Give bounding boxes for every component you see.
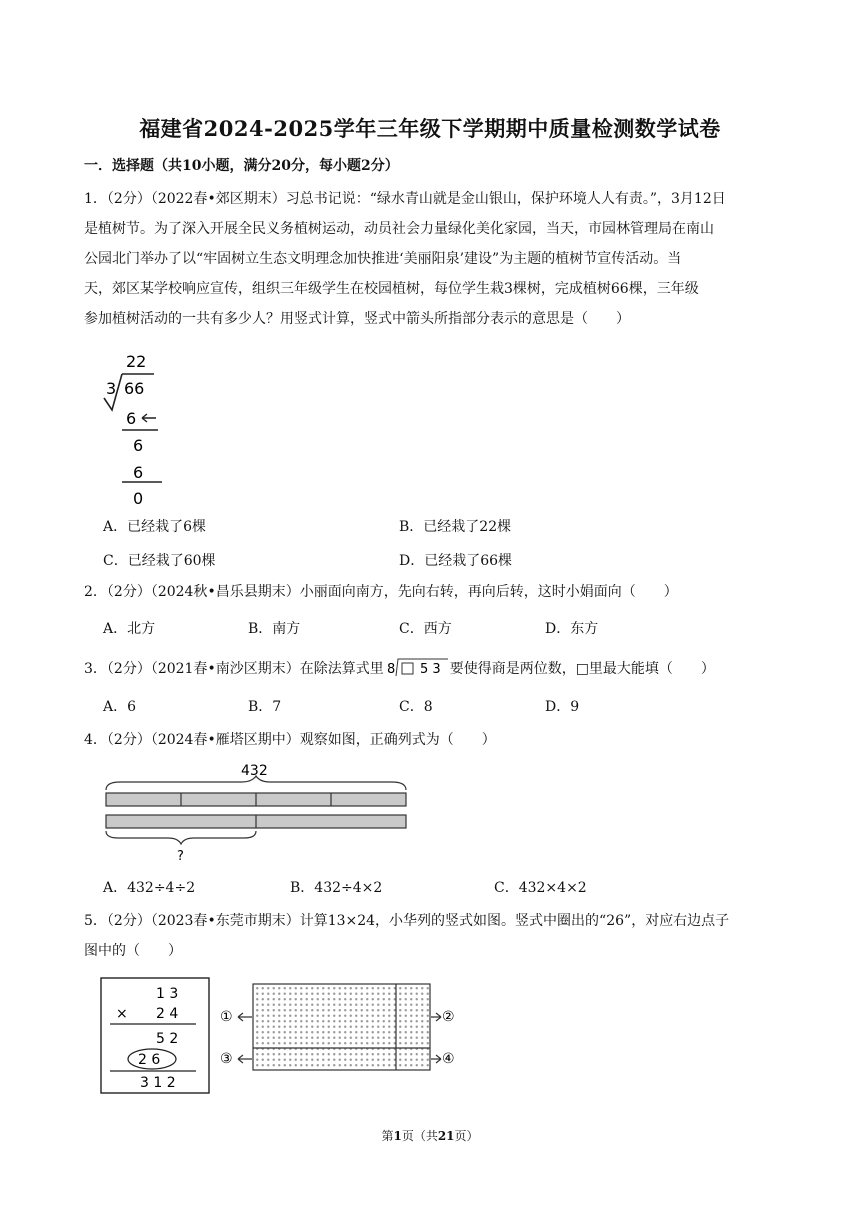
q3-option-a: A．6 (103, 699, 137, 715)
multiplicand: 1 3 (156, 986, 179, 1002)
left-arrow-icon (238, 1013, 252, 1021)
question-5 (84, 906, 784, 966)
vertical-multiplication-figure (100, 977, 212, 1095)
q1-option-b: B．已经栽了22棵 (399, 519, 512, 535)
label-1: ① (220, 1009, 233, 1025)
q5-line: 5．（2分）（2023春•东莞市期末）计算13×24，小华列的竖式如图。竖式中圈出的“26”，对应右边点子 (84, 913, 730, 929)
product: 3 1 2 (140, 1075, 176, 1091)
long-division-figure (100, 350, 180, 510)
question-4: 4．（2分）（2024春•雁塔区期中）观察如图，正确列式为（ ） (84, 732, 496, 748)
quotient: 22 (126, 352, 147, 371)
question-1 (84, 184, 784, 334)
q1-line: 是植树节。为了深入开展全民义务植树运动，动员社会力量绿化美化家园，当天，市园林管理局在南山 (84, 221, 714, 237)
divisor: 3 (106, 379, 117, 398)
section-heading: 一．选择题（共10小题，满分20分，每小题2分） (84, 158, 399, 174)
question-2: 2．（2分）（2024秋•昌乐县期末）小丽面向南方，先向右转，再向后转，这时小娟面向（ ） (84, 584, 678, 600)
q3-text-before: 3．（2分）（2021春•南沙区期末）在除法算式里 (84, 661, 384, 677)
label-3: ③ (220, 1051, 233, 1067)
q3-text-after: 要使得商是两位数，□里最大能填（ ） (449, 661, 715, 677)
total-label: 432 (241, 763, 268, 779)
page-title: 福建省2024-2025学年三年级下学期期中质量检测数学试卷 (139, 116, 721, 141)
q1-line: 参加植树活动的一共有多少人？用竖式计算，竖式中箭头所指部分表示的意思是（ ） (84, 311, 630, 327)
q1-option-d: D．已经栽了66棵 (399, 553, 513, 569)
q3-option-b: B．7 (248, 699, 282, 715)
bar-model-diagram (100, 758, 412, 866)
page-footer: 第1页（共21页） (381, 1129, 479, 1143)
bottom-brace (106, 831, 256, 844)
inline-divisor: 8 (386, 662, 395, 677)
q1-line: 1．（2分）（2022春•郊区期末）习总书记说：“绿水青山就是金山银山，保护环境人人有责。”，3月12日 (84, 191, 726, 207)
multiplier: 2 4 (156, 1006, 179, 1022)
q1-option-a: A．已经栽了6棵 (103, 519, 207, 535)
question-3 (84, 654, 784, 684)
dividend: 66 (124, 379, 145, 398)
q3-option-c: C．8 (399, 699, 433, 715)
remainder: 0 (133, 489, 144, 508)
q2-option-a: A．北方 (103, 621, 156, 637)
q4-option-c: C．432×4×2 (494, 880, 587, 896)
label-4: ④ (442, 1051, 455, 1067)
q4-option-a: A．432÷4÷2 (103, 880, 196, 896)
times-sign: × (116, 1006, 128, 1022)
q4-option-b: B．432÷4×2 (290, 880, 383, 896)
q2-option-c: C．西方 (399, 621, 452, 637)
step-3: 6 (133, 463, 144, 482)
left-arrow-icon (238, 1055, 252, 1063)
arrow-icon (142, 414, 156, 422)
q1-line: 公园北门举办了以“牢固树立生态文明理念加快推进‘美丽阳泉’建设”为主题的植树节宣传活动。当 (84, 251, 682, 267)
q1-line: 天，郊区某学校响应宣传，组织三年级学生在校园植树，每位学生栽3棵树，完成植树66棵，三年级 (84, 281, 699, 297)
blank-box-icon (402, 663, 413, 674)
partial-product-2: 2 6 (138, 1052, 161, 1068)
partial-product-1: 5 2 (156, 1031, 179, 1047)
q2-option-d: D．东方 (545, 621, 599, 637)
q3-option-d: D．9 (545, 699, 580, 715)
q1-option-c: C．已经栽了60棵 (103, 553, 216, 569)
total-pages: 21 (437, 1129, 455, 1143)
unknown-label: ? (177, 849, 184, 864)
q2-option-b: B．南方 (248, 621, 301, 637)
current-page: 1 (393, 1129, 402, 1143)
label-2: ② (442, 1009, 455, 1025)
right-arrow-icon (431, 1055, 441, 1063)
step-product-1: 6 (126, 409, 137, 428)
inline-division-figure (384, 658, 450, 680)
step-2: 6 (133, 436, 144, 455)
right-arrow-icon (431, 1013, 441, 1021)
dot-array-figure (216, 980, 464, 1076)
q5-line: 图中的（ ） (84, 943, 182, 959)
inline-dividend: 5 3 (419, 662, 441, 677)
